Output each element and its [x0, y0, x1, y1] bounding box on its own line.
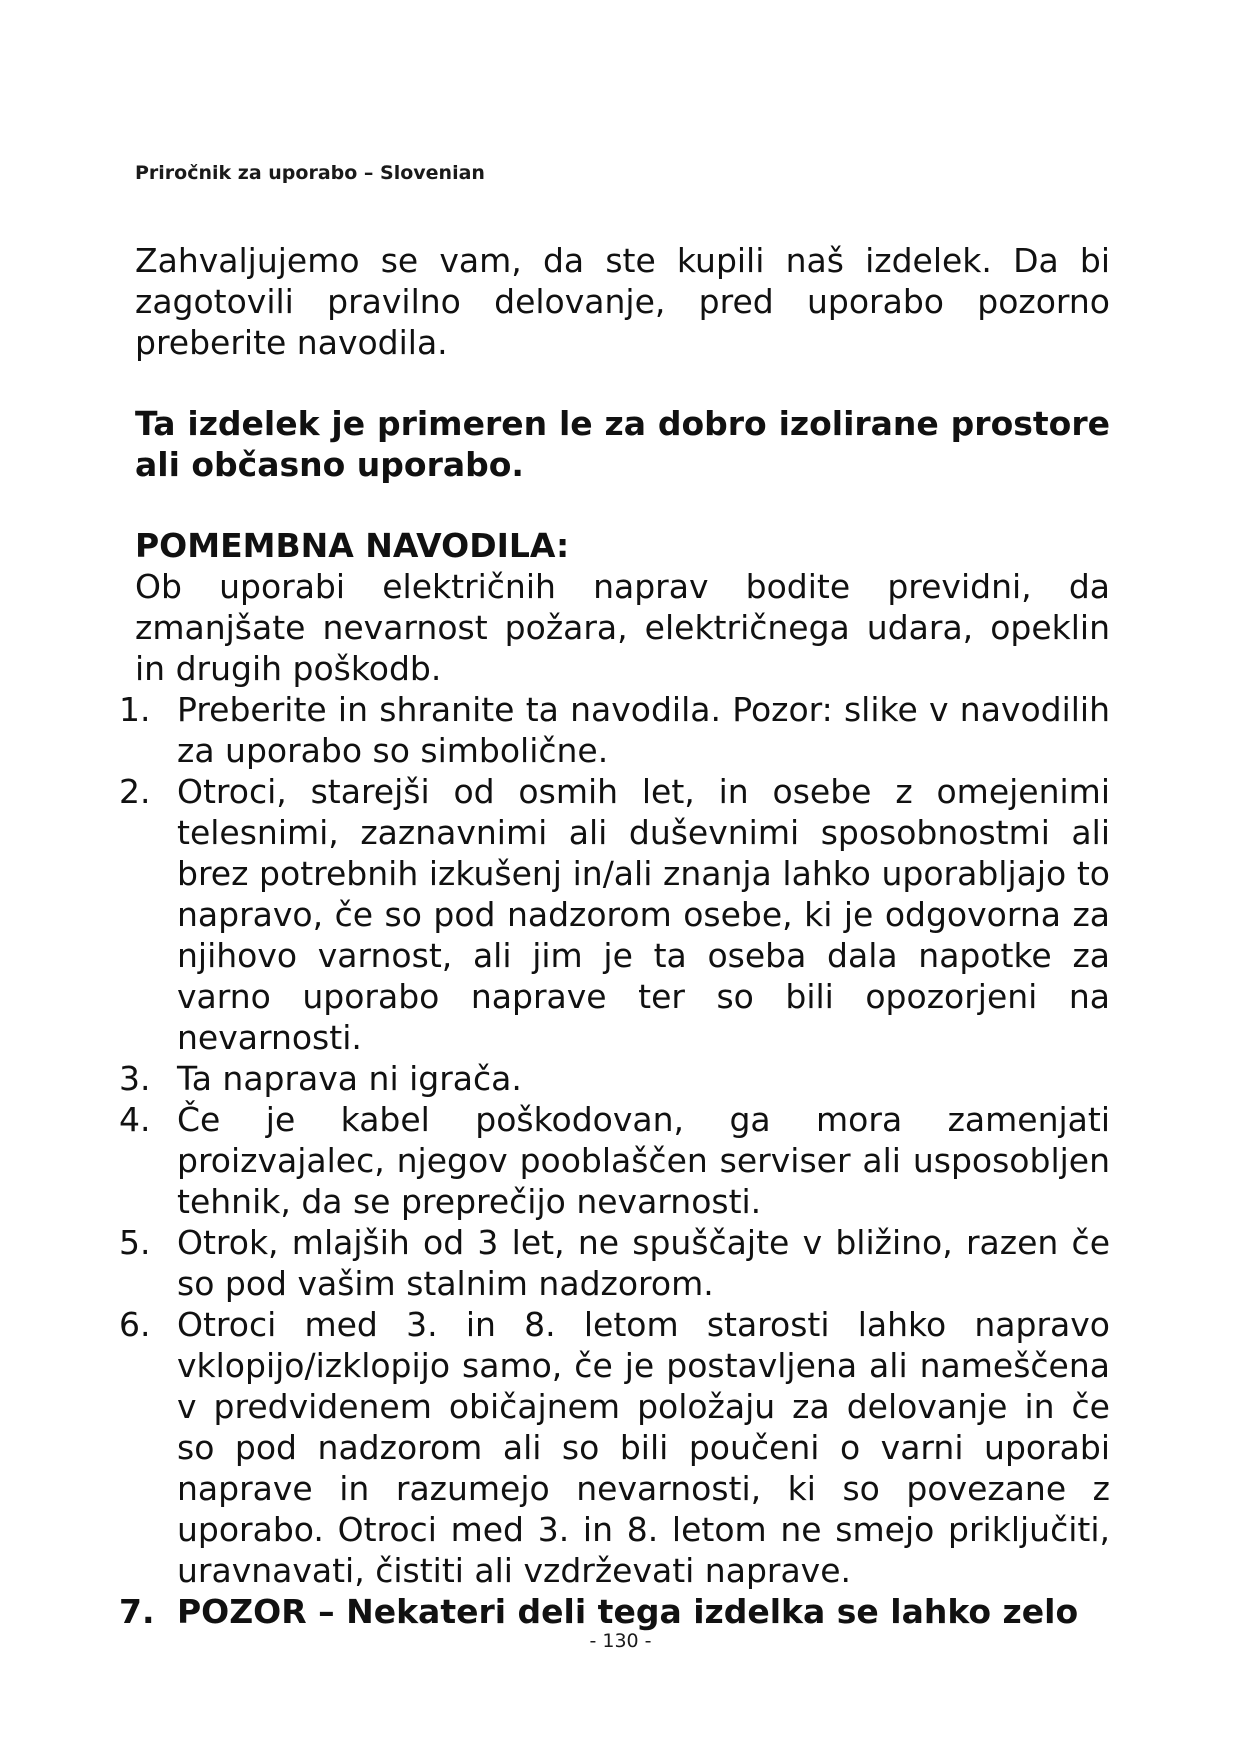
- intro-paragraph: Zahvaljujemo se vam, da ste kupili naš izdelek. Da bi zagotovili pravilno delovanje, pred uporabo pozorno preberite navodila.: [135, 241, 1110, 362]
- list-item: [119, 1591, 1110, 1632]
- list-item: [119, 1304, 1110, 1591]
- list-item-text: Če je kabel poškodovan, ga mora zamenjati proizvajalec, njegov pooblaščen serviser ali usposobljen tehnik, da se preprečijo nevarnosti.: [177, 1100, 1110, 1221]
- instructions-list: [119, 689, 1110, 1632]
- list-item-text: Ta naprava ni igrača.: [177, 1059, 522, 1098]
- list-item: [119, 1099, 1110, 1222]
- list-item: [119, 771, 1110, 1058]
- list-item-text: Preberite in shranite ta navodila. Pozor: slike v navodilih za uporabo so simbolične.: [177, 690, 1110, 770]
- manual-header: Priročnik za uporabo – Slovenian: [135, 162, 485, 184]
- list-item-text: Otrok, mlajših od 3 let, ne spuščajte v bližino, razen če so pod vašim stalnim nadzorom.: [177, 1223, 1110, 1303]
- list-item-number: 3.: [119, 1059, 151, 1098]
- list-item-text: Otroci, starejši od osmih let, in osebe z omejenimi telesnimi, zaznavnimi ali duševnimi sposobnostmi ali brez potrebnih izkušenj in/ali znanja lahko uporabljajo to napravo, če so pod nadzorom osebe, ki je odgovorna za njihovo varnost, ali jim je ta oseba dala napotke za varno uporabo naprave ter so bili opozorjeni na nevarnosti.: [177, 772, 1110, 1057]
- list-item-number: 1.: [119, 690, 151, 729]
- section-title: POMEMBNA NAVODILA:: [135, 526, 570, 565]
- list-item-number: 4.: [119, 1100, 151, 1139]
- list-item-number: 2.: [119, 772, 151, 811]
- list-item: [119, 689, 1110, 771]
- list-item-number: 6.: [119, 1305, 151, 1344]
- list-item-number: 7.: [119, 1592, 155, 1631]
- section-lead: Ob uporabi električnih naprav bodite previdni, da zmanjšate nevarnost požara, električnega udara, opeklin in drugih poškodb.: [135, 567, 1110, 688]
- list-item: [119, 1222, 1110, 1304]
- page-content: [119, 240, 1110, 1632]
- list-item-text: POZOR – Nekateri deli tega izdelka se lahko zelo: [177, 1592, 1079, 1631]
- list-item-text: Otroci med 3. in 8. letom starosti lahko napravo vklopijo/izklopijo samo, če je postavljena ali nameščena v predvidenem običajnem položaju za delovanje in če so pod nadzorom ali so bili poučeni o varni uporabi naprave in razumejo nevarnosti, ki so povezane z uporabo. Otroci med 3. in 8. letom ne smejo priključiti, uravnavati, čistiti ali vzdrževati naprave.: [177, 1305, 1110, 1590]
- list-item-number: 5.: [119, 1223, 151, 1262]
- warning-paragraph: Ta izdelek je primeren le za dobro izolirane prostore ali občasno uporabo.: [135, 404, 1110, 484]
- page-number: - 130 -: [589, 1630, 652, 1652]
- list-item: [119, 1058, 1110, 1099]
